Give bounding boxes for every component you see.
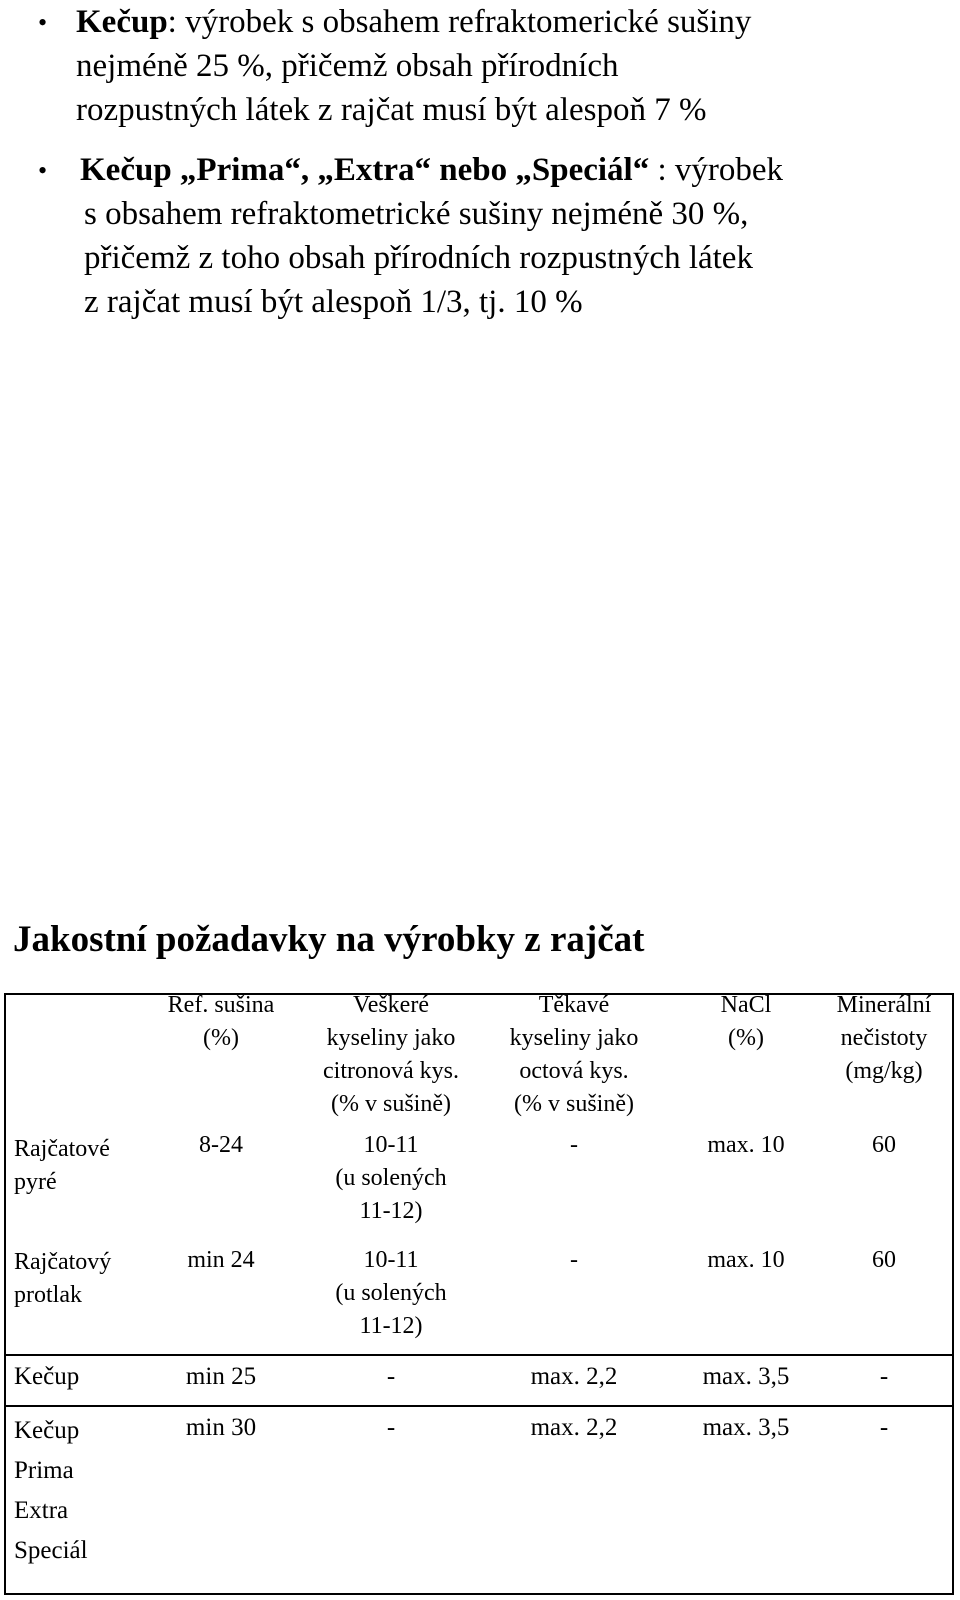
cell-mineral: 60 [872,1247,896,1273]
cell-susina: 8-24 [199,1132,243,1158]
bullet-line: : výrobek [649,152,784,188]
cell-nacl: max. 3,5 [702,1414,790,1441]
cell-tekave: max. 2,2 [530,1363,618,1390]
row-name-rajcatovy-protlak: Rajčatový protlak [14,1249,112,1308]
bullet-dot [38,1,47,45]
bullet-line: rozpustných látek z rajčat musí být alespoň 7 % [76,92,707,128]
cell-tekave: max. 2,2 [530,1414,618,1441]
bullet-text [80,148,940,324]
bullet-line: z rajčat musí být alespoň 1/3, tj. 10 % [84,284,583,320]
row-name-kecup-prima: Kečup Prima Extra Speciál [14,1417,88,1564]
cell-mineral: - [879,1414,889,1441]
cell-tekave: - [570,1132,578,1158]
row-name-rajcatove-pyre: Rajčatové pyré [14,1136,110,1195]
header-mineral: Minerální nečistoty (mg/kg) [836,992,932,1084]
header-tekave: Těkavé kyseliny jako octová kys. (% v sušině) [509,992,639,1117]
bullet-lead: Kečup „Prima“, „Extra“ nebo „Speciál“ [80,152,650,188]
cell-mineral: - [879,1363,889,1390]
bullet-text [76,0,936,132]
bullet-line: : výrobek s obsahem refraktomerické sušiny [167,4,752,40]
table-heading: Jakostní požadavky na výrobky z rajčat [13,919,645,960]
cell-nacl: max. 10 [707,1247,785,1273]
cell-kyseliny: 10-11 (u solených 11-12) [335,1132,447,1224]
cell-mineral: 60 [872,1132,896,1158]
bullet-line: s obsahem refraktometrické sušiny nejméně 30 %, [84,196,749,232]
header-susina: Ref. sušina (%) [167,992,275,1051]
cell-susina: min 24 [187,1247,255,1273]
bullet-dot [38,149,47,193]
row-separator [6,1405,952,1407]
cell-kyseliny: - [386,1363,396,1390]
row-separator [6,1354,952,1356]
header-nacl: NaCl (%) [720,992,772,1051]
bullet-line: přičemž z toho obsah přírodních rozpustných látek [84,240,753,276]
bullet-line: nejméně 25 %, přičemž obsah přírodních [76,48,619,84]
cell-nacl: max. 10 [707,1132,785,1158]
header-kyseliny: Veškeré kyseliny jako citronová kys. (% v sušině) [323,992,459,1117]
cell-susina: min 25 [185,1363,257,1390]
cell-kyseliny: - [386,1414,396,1441]
cell-nacl: max. 3,5 [702,1363,790,1390]
bullet-lead: Kečup [76,4,168,40]
cell-susina: min 30 [185,1414,257,1441]
cell-tekave: - [570,1247,578,1273]
quality-table [4,993,954,1595]
row-name-kecup: Kečup [14,1363,80,1390]
cell-kyseliny: 10-11 (u solených 11-12) [335,1247,447,1339]
